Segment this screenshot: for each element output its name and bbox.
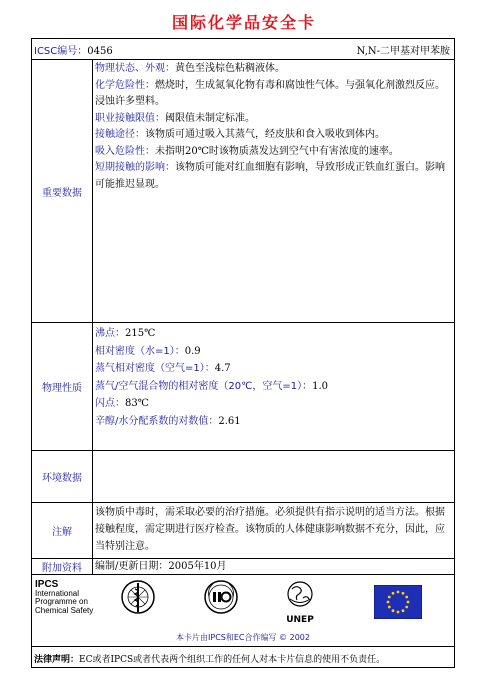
environment-row — [32, 451, 454, 503]
additional-label: 附加资料 — [32, 559, 93, 574]
important-data-row — [32, 60, 454, 323]
physical-properties-row — [32, 323, 454, 451]
important-item: 化学危险性：燃烧时，生成氮氧化物有毒和腐蚀性气体。与强氧化剂激烈反应。浸蚀许多塑料。 — [95, 79, 445, 107]
property-item: 辛醇/水分配系数的对数值：2.61 — [95, 415, 241, 427]
important-data-content — [92, 60, 454, 322]
who-logo-icon — [120, 579, 156, 615]
additional-content: 编制/更新日期：2005年10月 — [95, 561, 227, 572]
disclaimer-label: 法律声明： — [34, 655, 80, 665]
disclaimer-text: EC或者IPCS或者代表两个组织工作的任何人对本卡片信息的使用不负责任。 — [79, 655, 386, 665]
card-header-row — [32, 39, 454, 60]
property-item: 沸点：215℃ — [95, 328, 156, 339]
important-item: 短期接触的影响：该物质可能对红血细胞有影响，导致形成正铁血红蛋白。影响可能推迟显现。 — [95, 162, 445, 190]
icsc-number — [34, 42, 113, 57]
property-item: 相对密度（水=1）：0.9 — [95, 345, 201, 357]
icsc-value: 0456 — [87, 46, 113, 57]
property-item: 蒸气相对密度（空气=1）：4.7 — [95, 363, 231, 374]
physical-properties-label: 物理性质 — [32, 323, 93, 450]
important-item: 接触途径：该物质可通过吸入其蒸气，经皮肤和食入吸收到体内。 — [95, 129, 385, 140]
important-item: 职业接触限值：阈限值未制定标准。 — [95, 112, 255, 124]
notes-content: 该物质中毒时，需采取必要的治疗措施。必须提供有指示说明的适当方法。根据接触程度，需定期进行医疗检查。该物质的人体健康影响数据不充分，因此，应当特别注意。 — [95, 507, 445, 552]
disclaimer — [34, 652, 385, 665]
notes-row — [32, 503, 454, 559]
ilo-logo-icon — [203, 579, 239, 615]
card-title: 国际化学品安全卡 — [171, 13, 316, 32]
additional-row — [32, 559, 454, 575]
unep-logo-icon — [281, 579, 319, 617]
environment-label: 环境数据 — [32, 451, 93, 502]
property-item: 闪点：83℃ — [95, 398, 149, 409]
ipcs-block: IPCS International Programme on Chemical Safety — [35, 579, 94, 615]
credit-line: 本卡片由IPCS和EC合作编写 © 2002 — [176, 633, 310, 642]
logos-row — [32, 575, 454, 647]
environment-content — [92, 451, 454, 502]
eu-flag-icon — [374, 585, 422, 619]
unep-text: UNEP — [286, 615, 314, 625]
notes-label: 注解 — [32, 503, 93, 558]
chemical-name: N,N-二甲基对甲苯胺 — [356, 46, 450, 57]
disclaimer-row — [32, 647, 454, 669]
icsc-label: ICSC编号： — [34, 46, 88, 57]
important-item: 物理状态、外观：黄色至浅棕色粘稠液体。 — [95, 63, 285, 74]
safety-card — [31, 38, 455, 668]
property-item: 蒸气/空气混合物的相对密度（20℃，空气=1）：1.0 — [95, 380, 328, 392]
important-item: 吸入危险性：未指明20℃时该物质蒸发达到空气中有害浓度的速率。 — [95, 145, 399, 157]
important-data-label: 重要数据 — [32, 60, 93, 322]
physical-properties-content — [92, 323, 454, 450]
